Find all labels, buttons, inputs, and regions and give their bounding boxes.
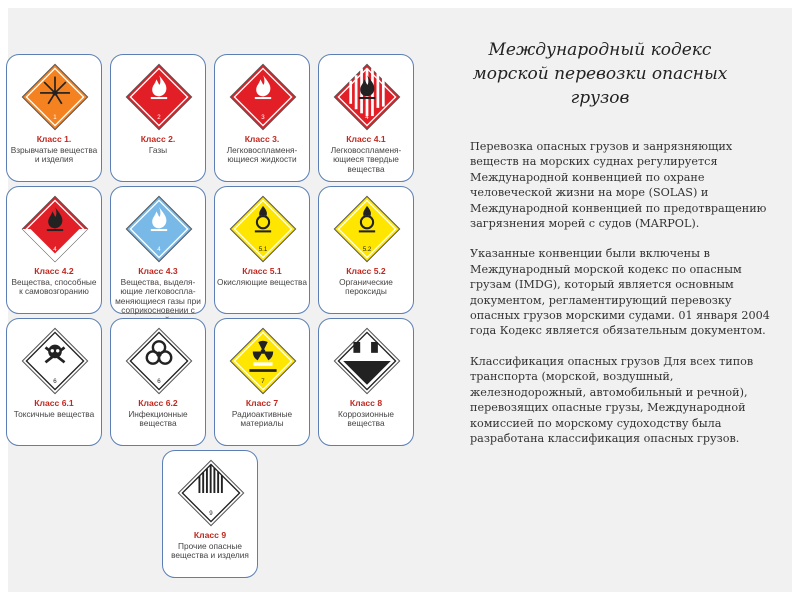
hazard-label [321,399,411,429]
class-number: 4 [53,245,57,253]
class-number: 9 [209,509,213,517]
hazard-label [9,399,99,419]
hazard-class-desc: Коррозионные вещества [338,408,394,429]
hazard-label [165,531,255,561]
hazard-card-9 [162,450,258,578]
hazard-label [9,267,99,297]
hazard-label [217,267,307,287]
class-number: 6 [157,377,161,385]
oxidizer-icon [229,195,297,263]
hazard-class-title: Класс 6.1 [34,398,74,408]
class-number: 4 [157,245,161,253]
hazard-card-4 [110,186,206,314]
class-number: 5.2 [362,245,372,253]
biohazard-icon [125,327,193,395]
hazard-class-title: Класс 8 [349,398,383,408]
flame-icon [21,195,89,263]
hazard-class-desc: Легковоспламеня-ющиеся твердые вещества [330,144,402,174]
page-title: Международный кодекс морской перевозки опасных грузов [472,40,728,108]
body-text [470,139,770,461]
hazard-class-desc: Прочие опасные вещества и изделия [171,540,249,561]
class-number: 7 [261,377,265,385]
hazard-card-3 [214,54,310,182]
class-number: 3 [261,113,265,121]
hazard-class-desc: Радиоактивные материалы [231,408,293,429]
hazard-card-8 [318,318,414,446]
hazard-class-title: Класс 5.2 [346,266,386,276]
hazard-class-desc: Легковоспламеня-ющиеся жидкости [226,144,298,165]
class-number: 6 [53,377,57,385]
oxidizer-icon [333,195,401,263]
hazard-label [217,399,307,429]
class-number: 1 [53,113,57,121]
flame-icon [125,63,193,131]
flame-icon [333,63,401,131]
paragraph-imdg: Указанные конвенции были включены в Международный морской кодекс по опасным грузам (IMDG), который является основным документом, регламентирующий перевозку опасных грузов морскими судами. 01 января 2004 года Кодекс является обязательным документом. [470,247,770,338]
hazard-card-6 [6,318,102,446]
hazard-class-title: Класс 1. [36,134,72,144]
hazard-class-title: Класс 5.1 [242,266,282,276]
hazard-label [321,267,411,297]
hazard-class-title: Класс 6.2 [138,398,178,408]
paragraph-solas: Перевозка опасных грузов и занрязняющих веществ на морских суднах регулируется Международной конвенцией по охране человеческой жизни на море (SOLAS) и Международной конвенцией по предотвращению загрязнения морей с судов (MARPOL). [470,140,767,231]
hazard-class-desc: Газы [148,144,168,155]
hazard-class-title: Класс 7 [245,398,279,408]
hazard-card-4 [6,186,102,314]
explosive-icon [21,63,89,131]
hazard-class-title: Класс 2. [140,134,176,144]
stripes-icon [177,459,245,527]
hazard-class-desc: Окисляющие вещества [217,276,307,287]
skull-icon [21,327,89,395]
paragraph-classification: Классификация опасных грузов Для всех типов транспорта (морской, воздушный, железнодорожный, автомобильный и речной), перевозящих опасные грузы, Международной комиссией по морскому судоходству была разработана классификация опасных грузов. [470,354,754,445]
hazard-class-desc: Вещества, выделя-ющие легковоспла-меняющиеся газы при соприкосновении с [115,276,201,316]
class-number: 4 [365,113,369,121]
hazard-class-desc: Органические пероксиды [339,276,393,297]
class-number: 5.1 [258,245,268,253]
radiation-icon [229,327,297,395]
hazard-card-7 [214,318,310,446]
hazard-label [321,135,411,174]
hazard-class-title: Класс 4.1 [346,134,386,144]
corrosive-icon [333,327,401,395]
hazard-card-4 [318,54,414,182]
hazard-label [9,135,99,165]
class-number: 8 [365,377,369,385]
hazard-class-title: Класс 4.2 [34,266,74,276]
hazard-label [113,267,203,326]
hazard-card-6 [110,318,206,446]
class-number: 2 [157,113,161,121]
hazard-card-1 [6,54,102,182]
flame-icon [125,195,193,263]
hazard-card-2 [110,54,206,182]
hazard-class-title: Класс 9 [193,530,227,540]
hazard-class-desc: Взрывчатые вещества и изделия [10,144,98,165]
hazard-card-5-2 [318,186,414,314]
hazard-class-desc: Инфекционные вещества [128,408,188,429]
hazard-label [217,135,307,165]
hazard-label [113,399,203,429]
hazard-class-desc: Вещества, способные к самовозгоранию [11,276,97,297]
flame-icon [229,63,297,131]
hazard-label [113,135,203,155]
hazard-card-5-1 [214,186,310,314]
hazard-class-desc: Токсичные вещества [13,408,95,419]
hazard-class-title: Класс 4.3 [138,266,178,276]
hazard-class-title: Класс 3. [244,134,280,144]
